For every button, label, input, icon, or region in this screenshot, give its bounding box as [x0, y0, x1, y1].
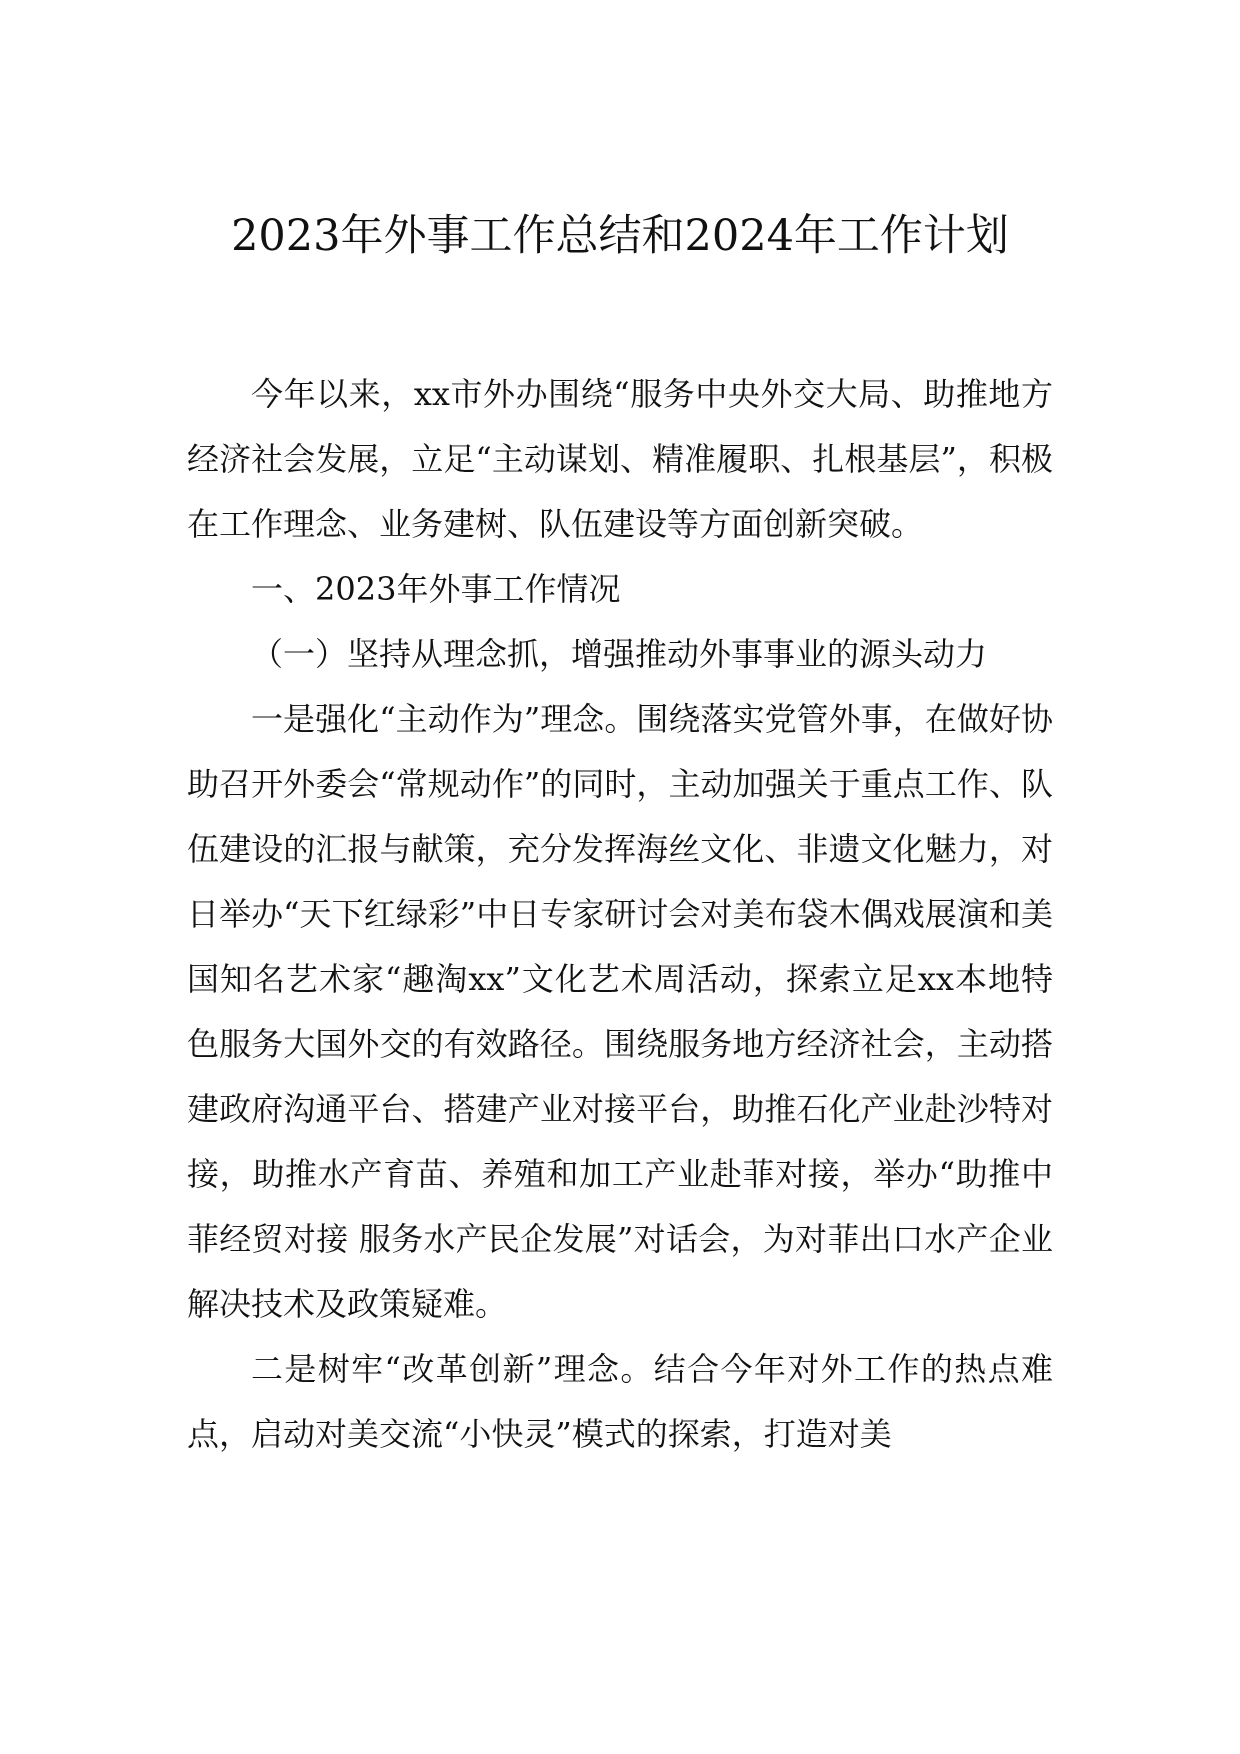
body-paragraph-1: 一是强化“主动作为”理念。围绕落实党管外事，在做好协助召开外委会“常规动作”的同时，主动加强关于重点工作、队伍建设的汇报与献策，充分发挥海丝文化、非遗文化魅力，对日举办“天下红绿彩”中日专家研讨会对美布袋木偶戏展演和美国知名艺术家“趣淘xx”文化艺术周活动，探索立足xx本地特色服务大国外交的有效路径。围绕服务地方经济社会，主动搭建政府沟通平台、搭建产业对接平台，助推石化产业赴沙特对接，助推水产育苗、养殖和加工产业赴菲对接，举办“助推中菲经贸对接 服务水产民企发展”对话会，为对菲出口水产企业解决技术及政策疑难。 — [187, 700, 1053, 1323]
subsection-heading: （一）坚持从理念抓，增强推动外事事业的源头动力 — [251, 635, 988, 673]
intro-paragraph: 今年以来，xx市外办围绕“服务中央外交大局、助推地方经济社会发展，立足“主动谋划、精准履职、扎根基层”，积极在工作理念、业务建树、队伍建设等方面创新突破。 — [187, 375, 1053, 543]
body-paragraph-2: 二是树牢“改革创新”理念。结合今年对外工作的热点难点，启动对美交流“小快灵”模式的探索，打造对美 — [187, 1350, 1053, 1453]
document-body — [187, 362, 1053, 1467]
document-title: 2023年外事工作总结和2024年工作计划 — [231, 211, 1009, 261]
section-heading: 一、2023年外事工作情况 — [251, 570, 621, 608]
